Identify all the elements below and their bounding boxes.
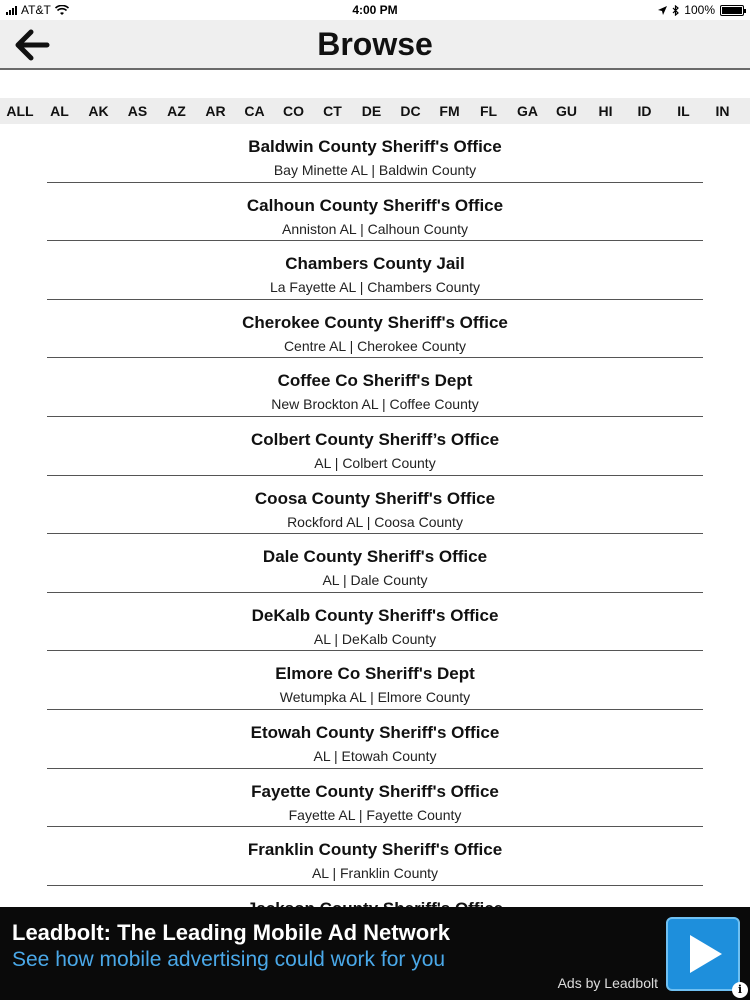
list-item[interactable] — [47, 241, 703, 300]
list-item[interactable] — [47, 593, 703, 652]
list-item[interactable] — [47, 300, 703, 359]
list-item-title: Cherokee County Sheriff's Office — [242, 312, 508, 332]
state-tab-de[interactable]: DE — [361, 103, 382, 119]
list-item[interactable] — [47, 124, 703, 183]
state-tab-al[interactable]: AL — [50, 103, 69, 119]
list-item-subtitle: AL | Etowah County — [313, 747, 437, 764]
state-tab-id[interactable]: ID — [637, 103, 652, 119]
list-item-title: DeKalb County Sheriff's Office — [251, 605, 499, 625]
list-item-subtitle: Wetumpka AL | Elmore County — [279, 689, 471, 706]
state-tab-ct[interactable]: CT — [323, 103, 342, 119]
state-tab-az[interactable]: AZ — [167, 103, 186, 119]
list-item-title: Coffee Co Sheriff's Dept — [277, 371, 473, 391]
state-tab-hi[interactable]: HI — [598, 103, 613, 119]
play-icon — [668, 919, 738, 989]
bluetooth-icon — [672, 5, 679, 16]
list-item-subtitle: La Fayette AL | Chambers County — [269, 279, 481, 296]
list-item-title: Franklin County Sheriff's Office — [247, 840, 503, 860]
state-tab-fl[interactable]: FL — [479, 103, 498, 119]
list-item[interactable] — [47, 651, 703, 710]
list-item[interactable] — [47, 183, 703, 242]
state-tab-ar[interactable]: AR — [205, 103, 226, 119]
list-item-subtitle: Centre AL | Cherokee County — [283, 337, 467, 354]
list-item[interactable] — [47, 710, 703, 769]
state-tab-all[interactable]: ALL — [6, 103, 34, 119]
list-item-subtitle: Bay Minette AL | Baldwin County — [273, 162, 477, 178]
location-icon — [658, 6, 667, 15]
state-tab-ga[interactable]: GA — [517, 103, 538, 119]
state-tab-in[interactable]: IN — [715, 103, 730, 119]
state-tab-as[interactable]: AS — [127, 103, 148, 119]
state-tab-ak[interactable]: AK — [88, 103, 109, 119]
list-item-title: Chambers County Jail — [285, 254, 465, 274]
status-right — [658, 3, 744, 17]
navigation-bar — [0, 20, 750, 70]
list-item[interactable] — [47, 358, 703, 417]
list-item[interactable] — [47, 769, 703, 828]
ad-credit: Ads by Leadbolt — [557, 975, 658, 991]
ad-title[interactable]: Leadbolt: The Leading Mobile Ad Network — [12, 920, 450, 945]
list-item[interactable] — [47, 827, 703, 886]
list-item-title: Coosa County Sheriff's Office — [254, 488, 496, 508]
list-item-title: Colbert County Sheriff’s Office — [250, 429, 500, 449]
list-item-title: Calhoun County Sheriff's Office — [246, 195, 504, 215]
list-item-subtitle: AL | Dale County — [322, 572, 428, 589]
state-tab-dc[interactable]: DC — [400, 103, 421, 119]
state-tab-gu[interactable]: GU — [556, 103, 577, 119]
ad-subtitle[interactable]: See how mobile advertising could work for you — [12, 948, 446, 971]
list-item-subtitle: New Brockton AL | Coffee County — [271, 396, 479, 413]
list-item-subtitle: AL | Franklin County — [311, 865, 439, 882]
state-tab-ca[interactable]: CA — [244, 103, 265, 119]
ad-banner[interactable] — [0, 907, 750, 1000]
page-title: Browse — [317, 26, 433, 62]
state-filter-bar — [0, 98, 750, 124]
list-item[interactable] — [47, 476, 703, 535]
list-item-title: Fayette County Sheriff's Office — [251, 781, 499, 801]
agency-list — [0, 124, 750, 944]
list-item-subtitle: Anniston AL | Calhoun County — [281, 220, 469, 237]
list-item-title: Baldwin County Sheriff's Office — [248, 137, 502, 156]
battery-percent: 100% — [684, 3, 715, 17]
list-item-subtitle: AL | Colbert County — [314, 454, 436, 471]
list-item-title: Etowah County Sheriff's Office — [250, 722, 500, 742]
list-item-title: Dale County Sheriff's Office — [262, 547, 488, 567]
state-tab-il[interactable]: IL — [677, 103, 690, 119]
list-item[interactable] — [47, 534, 703, 593]
state-tab-co[interactable]: CO — [283, 103, 304, 119]
list-item-title: Elmore Co Sheriff's Dept — [275, 664, 475, 684]
list-item-subtitle: Fayette AL | Fayette County — [288, 806, 462, 823]
list-item[interactable] — [47, 417, 703, 476]
list-item-subtitle: Rockford AL | Coosa County — [287, 513, 463, 530]
status-bar — [0, 0, 750, 20]
ad-play-button[interactable] — [666, 917, 740, 991]
list-item-subtitle: AL | DeKalb County — [313, 630, 437, 647]
battery-level — [722, 7, 742, 14]
ad-info-icon[interactable]: i — [732, 982, 748, 998]
battery-icon — [720, 5, 744, 16]
status-time: 4:00 PM — [352, 3, 398, 17]
state-tab-fm[interactable]: FM — [439, 103, 460, 119]
carrier-label: AT&T — [21, 3, 51, 17]
